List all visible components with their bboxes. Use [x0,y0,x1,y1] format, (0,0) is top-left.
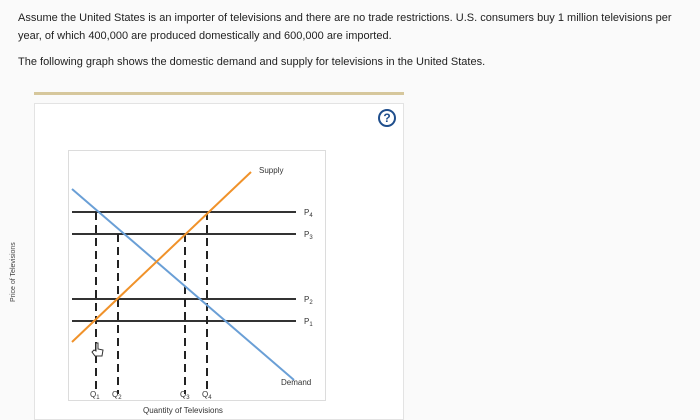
price-label-p1: $P_1$ [304,317,313,328]
price-label-p2: $P_2$ [304,295,313,306]
y-axis-label: Price of Televisions [10,242,17,302]
demand-curve [72,189,294,380]
quantity-label-q4: $Q_4$ [202,390,212,401]
price-label-p3: $P_3$ [304,230,313,241]
quantity-label-q2: $Q_2$ [112,390,122,401]
supply-label: Supply [259,166,284,175]
problem-paragraph-2: The following graph shows the domestic demand and supply for televisions in the United States. [18,56,486,68]
hand-cursor-icon [92,343,103,356]
help-icon[interactable]: ? [378,109,396,127]
x-axis-label: Quantity of Televisions [143,406,223,415]
price-label-p4: $P_4$ [304,208,313,219]
supply-curve [72,172,251,342]
quantity-label-q1: $Q_1$ [90,390,100,401]
demand-label: Demand [281,378,312,387]
quantity-label-q3: $Q_3$ [180,390,190,401]
problem-paragraph-1: Assume the United States is an importer of televisions and there are no trade restrictions. U.S. consumers buy 1 million televisions per year, of which 400,000 are produced domestically and 600,000 are imported. [18,12,672,42]
